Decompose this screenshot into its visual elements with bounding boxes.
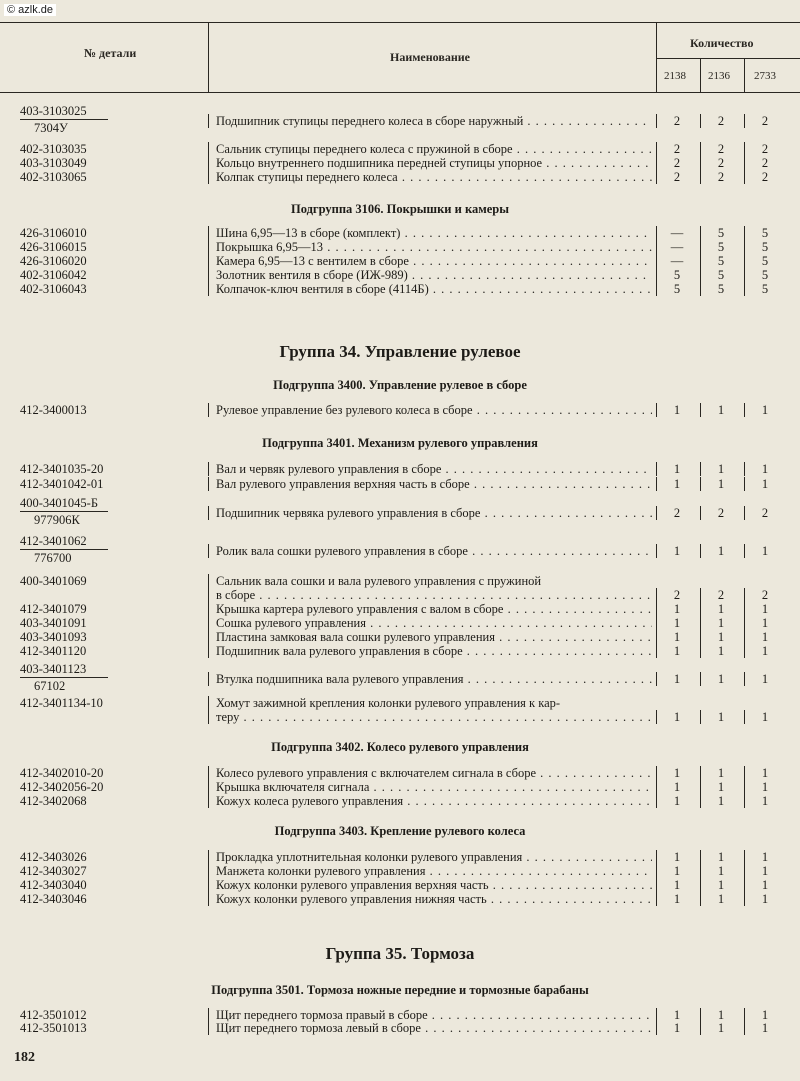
quantity-row [0,268,800,282]
watermark: © azlk.de [4,4,56,16]
quantity-model-3: 1 [761,878,769,892]
quantity-model-3: 2 [761,114,769,128]
part-number: 412-3403046 [20,892,87,906]
item-name: Манжета колонки рулевого управления . . . [216,864,652,878]
item-name: Рулевое управление без рулевого колеса в сборе . . . [216,403,652,417]
quantity-model-2: 1 [717,864,725,878]
quantity-row [0,892,800,906]
quantity-model-2: 2 [717,170,725,184]
quantity-model-3: 1 [761,766,769,780]
quantity-model-2: 1 [717,1008,725,1022]
item-name: Вал и червяк рулевого управления в сборе . . . [216,462,652,476]
header-divider-2 [656,22,657,92]
quantity-model-2: 1 [717,477,725,491]
quantity-model-1: 1 [673,403,681,417]
part-number: 412-3403040 [20,878,87,892]
quantity-row [0,1008,800,1022]
quantity-model-3: 1 [761,780,769,794]
quantity-model-3: 5 [761,226,769,240]
quantity-model-1: 1 [673,544,681,558]
header-model-3: 2733 [754,70,776,82]
quantity-model-1: 1 [673,1008,681,1022]
quantity-row [0,1021,800,1035]
item-name: Колесо рулевого управления с включателем сигнала в сборе . . . [216,766,652,780]
quantity-model-3: 1 [761,1021,769,1035]
quantity-model-3: 1 [761,1008,769,1022]
item-name: Золотник вентиля в сборе (ИЖ-989) . . . [216,268,652,282]
bearing-number: 67102 [34,679,66,693]
quantity-model-1: — [670,240,684,254]
quantity-model-3: 1 [761,710,769,724]
part-number: 426-3106010 [20,226,87,240]
subgroup-3403-title: Подгруппа 3403. Крепление рулевого колеса [274,824,526,838]
subgroup-3401-title: Подгруппа 3401. Механизм рулевого управления [262,436,538,450]
quantity-model-1: 1 [673,794,681,808]
part-number: 412-3403027 [20,864,87,878]
item-name: Камера 6,95—13 с вентилем в сборе . . . [216,254,652,268]
quantity-model-2: 1 [717,403,725,417]
quantity-model-1: 1 [673,672,681,686]
quantity-model-1: 5 [673,268,681,282]
quantity-row [0,766,800,780]
header-bottom-rule [0,92,800,93]
quantity-row [0,114,800,128]
quantity-row [0,644,800,658]
header-divider-1 [208,22,209,92]
part-number: 412-3501013 [20,1021,87,1035]
quantity-model-2: 2 [717,142,725,156]
part-number: 402-3103065 [20,170,87,184]
header-name: Наименование [390,50,470,64]
part-number: 426-3106015 [20,240,87,254]
item-name: Кожух колеса рулевого управления . . . [216,794,652,808]
quantity-row [0,506,800,520]
quantity-model-2: 1 [717,766,725,780]
quantity-model-3: 5 [761,254,769,268]
quantity-model-2: 1 [717,780,725,794]
quantity-model-2: 5 [717,254,725,268]
quantity-model-1: 1 [673,766,681,780]
item-name: Покрышка 6,95—13 . . . [216,240,652,254]
quantity-model-2: 5 [717,240,725,254]
quantity-model-1: — [670,254,684,268]
quantity-row [0,616,800,630]
part-number: 400-3401069 [20,574,87,588]
page-number: 182 [14,1050,35,1065]
part-number: 412-3501012 [20,1008,87,1022]
part-number: 402-3103035 [20,142,87,156]
quantity-model-1: 1 [673,644,681,658]
quantity-model-3: 1 [761,544,769,558]
quantity-model-1: 1 [673,462,681,476]
quantity-row [0,544,800,558]
quantity-row [0,254,800,268]
bearing-number: 977906К [34,513,80,527]
quantity-row [0,403,800,417]
part-number: 412-3401120 [20,644,87,658]
quantity-model-1: 1 [673,850,681,864]
quantity-model-3: 1 [761,616,769,630]
quantity-row [0,462,800,476]
quantity-row [0,710,800,724]
item-name-continued: в сборе . . . [216,588,652,602]
quantity-model-3: 1 [761,794,769,808]
quantity-model-2: 2 [717,114,725,128]
quantity-model-2: 2 [717,506,725,520]
item-name: Вал рулевого управления верхняя часть в сборе . . . [216,477,652,491]
item-name: Хомут зажимной крепления колонки рулевого управления к кар- [216,696,561,710]
part-number: 403-3401091 [20,616,87,630]
quantity-model-2: 1 [717,672,725,686]
quantity-model-1: 1 [673,1021,681,1035]
part-number: 403-3401123 [20,662,87,676]
quantity-model-3: 2 [761,142,769,156]
quantity-row [0,156,800,170]
quantity-model-3: 1 [761,850,769,864]
quantity-model-2: 1 [717,878,725,892]
part-number: 412-3401042-01 [20,477,104,491]
quantity-model-2: 1 [717,602,725,616]
quantity-model-3: 1 [761,602,769,616]
quantity-model-1: 1 [673,477,681,491]
quantity-model-1: 5 [673,282,681,296]
part-number: 412-3402068 [20,794,87,808]
quantity-model-3: 1 [761,403,769,417]
quantity-model-1: 1 [673,892,681,906]
quantity-model-1: 2 [673,142,681,156]
item-name: Щит переднего тормоза левый в сборе . . . [216,1021,652,1035]
quantity-model-1: 2 [673,506,681,520]
quantity-model-2: 1 [717,630,725,644]
item-name: Колпачок-ключ вентиля в сборе (4114Б) . . . [216,282,652,296]
quantity-model-1: 2 [673,114,681,128]
quantity-model-3: 1 [761,462,769,476]
quantity-model-2: 5 [717,282,725,296]
quantity-row [0,672,800,686]
item-name: Ролик вала сошки рулевого управления в сборе . . . [216,544,652,558]
item-name: Подшипник ступицы переднего колеса в сборе наружный . . . [216,114,652,128]
bearing-number: 776700 [34,551,72,565]
quantity-model-2: 1 [717,544,725,558]
quantity-model-3: 1 [761,477,769,491]
quantity-row [0,780,800,794]
subgroup-3400-title: Подгруппа 3400. Управление рулевое в сборе [273,378,527,392]
item-name-row [0,574,800,588]
quantity-row [0,477,800,491]
quantity-model-3: 2 [761,506,769,520]
quantity-model-3: 2 [761,156,769,170]
item-name: Прокладка уплотнительная колонки рулевого управления . . . [216,850,652,864]
quantity-model-2: 1 [717,462,725,476]
quantity-row [0,240,800,254]
part-number: 412-3402056-20 [20,780,104,794]
quantity-model-1: 2 [673,588,681,602]
header-model-2: 2136 [708,70,730,82]
part-number: 412-3401079 [20,602,87,616]
item-name-row [0,696,800,710]
subgroup-3106-title: Подгруппа 3106. Покрышки и камеры [290,202,509,216]
quantity-row [0,878,800,892]
part-number: 403-3103049 [20,156,87,170]
quantity-model-2: 5 [717,268,725,282]
subgroup-3501-title: Подгруппа 3501. Тормоза ножные передние и тормозные барабаны [211,983,589,997]
item-name: Втулка подшипника вала рулевого управления . . . [216,672,652,686]
header-divider-4 [744,58,745,92]
header-divider-3 [700,58,701,92]
header-model-1: 2138 [664,70,686,82]
quantity-model-3: 2 [761,588,769,602]
part-number: 403-3103025 [20,104,87,118]
item-name-continued: теру . . . [216,710,652,724]
quantity-rule [656,58,800,59]
item-name: Крышка включателя сигнала . . . [216,780,652,794]
quantity-model-2: 1 [717,794,725,808]
quantity-model-3: 1 [761,644,769,658]
group-35-title: Группа 35. Тормоза [325,944,475,963]
quantity-model-2: 1 [717,1021,725,1035]
quantity-model-3: 5 [761,268,769,282]
quantity-model-3: 1 [761,864,769,878]
part-number: 400-3401045-Б [20,496,99,510]
item-name: Колпак ступицы переднего колеса . . . [216,170,652,184]
quantity-model-3: 1 [761,630,769,644]
quantity-model-1: 2 [673,156,681,170]
quantity-model-3: 2 [761,170,769,184]
quantity-model-2: 1 [717,644,725,658]
part-number: 412-3401062 [20,534,87,548]
quantity-model-1: 1 [673,616,681,630]
quantity-model-1: 1 [673,710,681,724]
quantity-model-1: — [670,226,684,240]
header-quantity: Количество [690,36,754,50]
part-number: 402-3106043 [20,282,87,296]
quantity-row [0,170,800,184]
quantity-model-1: 1 [673,602,681,616]
quantity-row [0,850,800,864]
item-name: Подшипник червяка рулевого управления в сборе . . . [216,506,652,520]
quantity-row [0,630,800,644]
quantity-model-2: 1 [717,710,725,724]
item-name: Крышка картера рулевого управления с валом в сборе . . . [216,602,652,616]
quantity-model-1: 1 [673,630,681,644]
column-rule [208,574,209,588]
item-name: Кольцо внутреннего подшипника передней ступицы упорное . . . [216,156,652,170]
quantity-model-3: 1 [761,892,769,906]
group-34-title: Группа 34. Управление рулевое [279,342,521,361]
quantity-model-2: 2 [717,156,725,170]
quantity-row [0,794,800,808]
item-name: Пластина замковая вала сошки рулевого управления . . . [216,630,652,644]
quantity-model-2: 1 [717,892,725,906]
header-part-no: № детали [84,46,137,60]
part-number: 412-3401035-20 [20,462,104,476]
quantity-model-2: 5 [717,226,725,240]
part-number: 412-3403026 [20,850,87,864]
column-rule [208,696,209,710]
quantity-model-3: 1 [761,672,769,686]
part-number: 412-3401134-10 [20,696,103,710]
quantity-row [0,864,800,878]
quantity-model-1: 1 [673,864,681,878]
bearing-number: 7304У [34,121,68,135]
part-number: 412-3400013 [20,403,87,417]
part-number: 403-3401093 [20,630,87,644]
quantity-model-1: 1 [673,780,681,794]
quantity-row [0,602,800,616]
quantity-model-2: 1 [717,616,725,630]
item-name: Сальник ступицы переднего колеса с пружиной в сборе . . . [216,142,652,156]
subgroup-3402-title: Подгруппа 3402. Колесо рулевого управления [271,740,529,754]
quantity-model-2: 2 [717,588,725,602]
quantity-model-1: 2 [673,170,681,184]
item-name: Шина 6,95—13 в сборе (комплект) . . . [216,226,652,240]
quantity-row [0,588,800,602]
item-name: Сошка рулевого управления . . . [216,616,652,630]
quantity-row [0,142,800,156]
item-name: Кожух колонки рулевого управления нижняя часть . . . [216,892,652,906]
item-name: Подшипник вала рулевого управления в сборе . . . [216,644,652,658]
part-number: 426-3106020 [20,254,87,268]
quantity-row [0,226,800,240]
item-name: Кожух колонки рулевого управления верхняя часть . . . [216,878,652,892]
header-top-rule [0,22,800,23]
quantity-model-3: 5 [761,240,769,254]
part-number: 412-3402010-20 [20,766,104,780]
quantity-model-1: 1 [673,878,681,892]
item-name: Сальник вала сошки и вала рулевого управления с пружиной [216,574,542,588]
part-number: 402-3106042 [20,268,87,282]
quantity-model-3: 5 [761,282,769,296]
quantity-row [0,282,800,296]
quantity-model-2: 1 [717,850,725,864]
item-name: Щит переднего тормоза правый в сборе . . . [216,1008,652,1022]
